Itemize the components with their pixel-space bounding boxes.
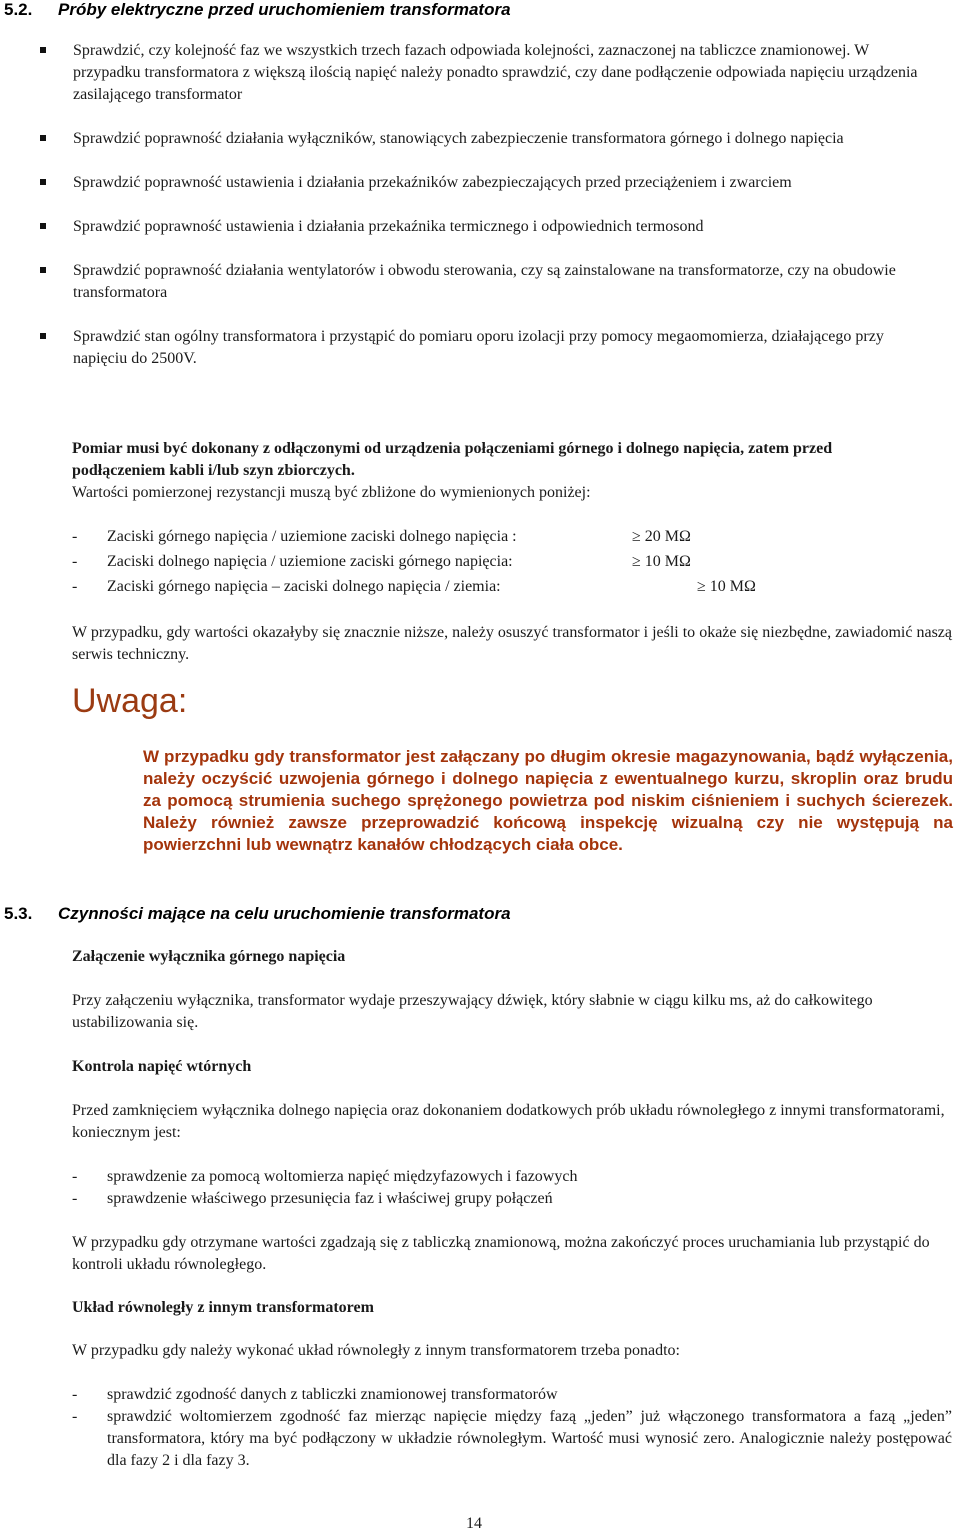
section-title: Próby elektryczne przed uruchomieniem transformatora <box>58 0 511 19</box>
resistance-row <box>72 524 932 549</box>
resistance-table <box>72 524 932 599</box>
dash-marker: - <box>72 528 78 545</box>
resistance-label: Zaciski górnego napięcia – zaciski dolnego napięcia / ziemia: <box>107 578 501 595</box>
measurement-intro: Wartości pomierzonej rezystancji muszą być zbliżone do wymienionych poniżej: <box>72 484 591 501</box>
resistance-value: ≥ 10 MΩ <box>632 553 691 570</box>
warning-heading: Uwaga: <box>72 682 188 720</box>
resistance-label: Zaciski górnego napięcia / uziemione zaciski dolnego napięcia : <box>107 528 517 545</box>
check-item: Sprawdzić poprawność ustawienia i działania przekaźnika termicznego i odpowiednich termosond <box>38 216 918 238</box>
dash-marker: - <box>72 553 78 570</box>
list-item: - sprawdzenie za pomocą woltomierza napięć międzyfazowych i fazowych <box>72 1166 932 1188</box>
section-heading-5-2 <box>4 0 511 20</box>
subsection-title: Załączenie wyłącznika górnego napięcia <box>72 948 346 965</box>
check-dash-list <box>72 1166 932 1210</box>
check-item: Sprawdzić poprawność działania wentylatorów i obwodu sterowania, czy są zainstalowane na transformatorze, czy na obudowie transformatora <box>38 260 918 304</box>
section-heading-5-3 <box>4 904 511 924</box>
resistance-label: Zaciski dolnego napięcia / uziemione zaciski górnego napięcia: <box>107 553 513 570</box>
check-dash-list <box>72 1384 952 1472</box>
resistance-row <box>72 574 932 599</box>
check-item: Sprawdzić, czy kolejność faz we wszystkich trzech fazach odpowiada kolejności, zaznaczonej na tabliczce znamionowej. W przypadku transformatora z większą ilością napięć należy ponadto sprawdzić, czy dane podłączenie odpowiada napięciu urządzenia zasilającego transformator <box>38 40 918 106</box>
subsection-text: Przy załączeniu wyłącznika, transformator wydaje przeszywający dźwięk, który słabnie w ciągu kilku ms, aż do całkowitego ustabilizowania się. <box>72 992 873 1031</box>
resistance-value: ≥ 20 MΩ <box>632 528 691 545</box>
list-item: - sprawdzenie właściwego przesunięcia faz i właściwej grupy połączeń <box>72 1188 932 1210</box>
resistance-value: ≥ 10 MΩ <box>697 578 756 595</box>
list-item: - sprawdzić zgodność danych z tabliczki znamionowej transformatorów <box>72 1384 952 1406</box>
subsection-title: Układ równoległy z innym transformatorem <box>72 1299 374 1316</box>
measurement-note: Pomiar musi być dokonany z odłączonymi od urządzenia połączeniami górnego i dolnego napięcia, zatem przed podłączeniem kabli i/lub szyn zbiorczych. <box>72 440 833 479</box>
subsection-title: Kontrola napięć wtórnych <box>72 1058 252 1075</box>
check-item: Sprawdzić poprawność ustawienia i działania przekaźników zabezpieczających przed przeciążeniem i zwarciem <box>38 172 918 194</box>
resistance-row <box>72 549 932 574</box>
check-item: Sprawdzić poprawność działania wyłączników, stanowiących zabezpieczenie transformatora górnego i dolnego napięcia <box>38 128 918 150</box>
section-title: Czynności mające na celu uruchomienie transformatora <box>58 904 511 923</box>
measurement-after: W przypadku, gdy wartości okazałyby się znacznie niższe, należy osuszyć transformator i jeśli to okaże się niezbędne, zawiadomić naszą serwis techniczny. <box>72 624 952 663</box>
subsection-text: W przypadku gdy należy wykonać układ równoległy z innym transformatorem trzeba ponadto: <box>72 1342 680 1359</box>
warning-text: W przypadku gdy transformator jest załączany po długim okresie magazynowania, bądź wyłączenia, należy oczyścić uzwojenia górnego i dolnego napięcia z ewentualnego kurzu, skroplin oraz brudu za pomocą strumienia suchego sprężonego powietrza pod niskim ciśnieniem i suchych ścierezek. Należy również zawsze przeprowadzić końcową inspekcję wizualną czy nie występują na powierzchni lub wewnątrz kanałów chłodzących ciała obce. <box>143 747 953 854</box>
dash-marker: - <box>72 578 78 595</box>
page-number: 14 <box>466 1515 482 1532</box>
section-number: 5.3. <box>4 904 33 923</box>
subsection-text: W przypadku gdy otrzymane wartości zgadzają się z tabliczką znamionową, można zakończyć proces uruchamiania lub przystąpić do kontroli układu równoległego. <box>72 1234 930 1273</box>
check-item: Sprawdzić stan ogólny transformatora i przystąpić do pomiaru oporu izolacji przy pomocy megaomomierza, działającego przy napięciu do 2500V. <box>38 326 918 370</box>
subsection-text: Przed zamknięciem wyłącznika dolnego napięcia oraz dokonaniem dodatkowych prób układu równoległego z innymi transformatorami, koniecznym jest: <box>72 1102 945 1141</box>
section-number: 5.2. <box>4 0 33 19</box>
list-item: - sprawdzić woltomierzem zgodność faz mierząc napięcie między fazą „jeden” już włączonego transformatora a fazą „jeden” transformatora, który ma być podłączony w układzie równoległym. Wartość musi wynosić zero. Analogicznie należy postępować dla fazy 2 i dla fazy 3. <box>72 1406 952 1472</box>
check-list <box>38 40 918 392</box>
